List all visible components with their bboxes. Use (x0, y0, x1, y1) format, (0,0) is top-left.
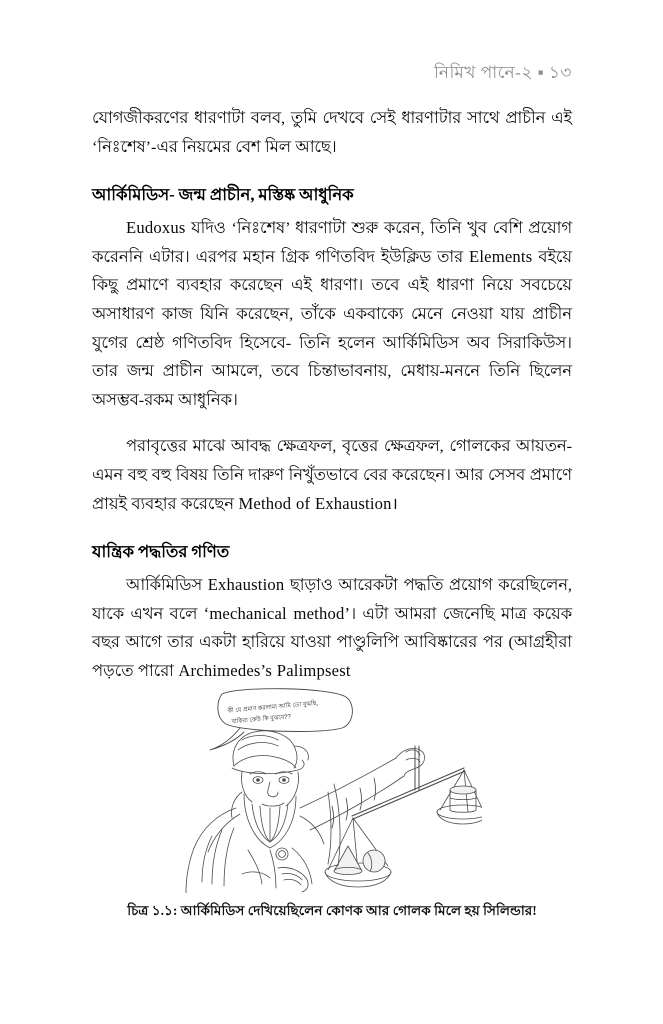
turban (232, 731, 308, 774)
section-heading-archimedes: আর্কিমিডিস- জন্ম প্রাচীন, মস্তিষ্ক আধুনিক (92, 185, 354, 205)
paragraph-mechanical-text-b: ছাড়াও আরেকটা পদ্ধতি প্রয়োগ করেছিলেন, যাকে এখন বলে (92, 575, 572, 623)
text-column (92, 104, 572, 686)
term-eudoxus: Eudoxus (126, 218, 186, 238)
term-archimedes-palimpsest: Archimedes’s Palimpsest (178, 660, 351, 680)
figure-caption: চিত্র ১.১: আর্কিমিডিস দেখিয়েছিলেন কোণক আর গোলক মিলে হয় সিলিন্ডার! (127, 903, 537, 918)
paragraph-exhaustion-text-a: পরাবৃত্তের মাঝে আবদ্ধ ক্ষেত্রফল, বৃত্তের ক্ষেত্রফল, গোলকের আয়তন- এমন বহু বহু বিষয় তিনি দারুণ নিখুঁতভাবে বের করেছেন। আর সেসব প্রমাণে প্রায়ই ব্যবহার করেছেন (92, 436, 572, 513)
term-mechanical-method: ‘mechanical method’ (203, 603, 351, 623)
term-method-of-exhaustion: Method of Exhaustion (238, 493, 392, 513)
paragraph-eudoxus-text-b: বইয়ে কিছু প্রমাণে ব্যবহার করেছেন এই ধারণা। তবে এই ধারণা নিয়ে সবচেয়ে অসাধারণ কাজ যিনি করেছেন, তাঁকে একবাক্যে মেনে নেওয়া যায় প্রাচীন যুগের শ্রেষ্ঠ গণিতবিদ হিসেবে- তিনি হলেন আর্কিমিডিস অব সিরাকিউস। তার জন্ম প্রাচীন আমলে, তবে চিন্তাভাবনায়, মেধায়-মননে তিনি ছিলেন অসম্ভব-রকম আধুনিক। (92, 246, 572, 409)
paragraph-eudoxus-text-a: যদিও ‘নিঃশেষ’ ধারণাটা শুরু করেন, তিনি খুব বেশি প্রয়োগ করেননি এটার। এরপর মহান গ্রিক গণিতবিদ ইউক্লিড তার (92, 218, 572, 266)
paragraph-opening (92, 104, 572, 161)
term-exhaustion: Exhaustion (207, 575, 285, 595)
drape (328, 784, 340, 866)
speech-bubble-line-1: কী যে প্রমাণ করলাম! আমি তো বুঝছি, (227, 699, 319, 715)
paragraph-eudoxus (92, 214, 572, 414)
paragraph-opening-text: যোগজীকরণের ধারণাটা বলব, তুমি দেখবে সেই ধারণাটার সাথে প্রাচীন এই ‘নিঃশেষ’-এর নিয়মের বেশ মিল আছে। (92, 108, 572, 156)
beard (231, 792, 296, 848)
paragraph-mechanical-text-a: আর্কিমিডিস (126, 575, 208, 595)
paragraph-method-of-exhaustion (92, 432, 572, 518)
paragraph-mechanical-method (92, 571, 572, 685)
section-heading-mechanical-method: যান্ত্রিক পদ্ধতির গণিত (92, 542, 230, 562)
balance-scale (325, 746, 482, 887)
raised-arm (300, 748, 425, 830)
speech-bubble-line-2: বাকিরা কেউ কি বুঝবে?? (231, 713, 292, 726)
paragraph-mechanical-text-c: । এটা আমরা জেনেছি মাত্র কয়েক বছর আগে তার একটা হারিয়ে যাওয়া পাণ্ডুলিপি আবিষ্কারের পর (আগ্রহীরা পড়তে পারো (92, 603, 572, 680)
face (241, 772, 298, 806)
running-header: নিমিখ পানে-২ ▪ ১৩ (433, 63, 572, 82)
figure-block (92, 688, 572, 921)
term-elements: Elements (469, 246, 533, 266)
paragraph-exhaustion-text-b: । (391, 493, 398, 513)
archimedes-balance-illustration (182, 688, 482, 893)
